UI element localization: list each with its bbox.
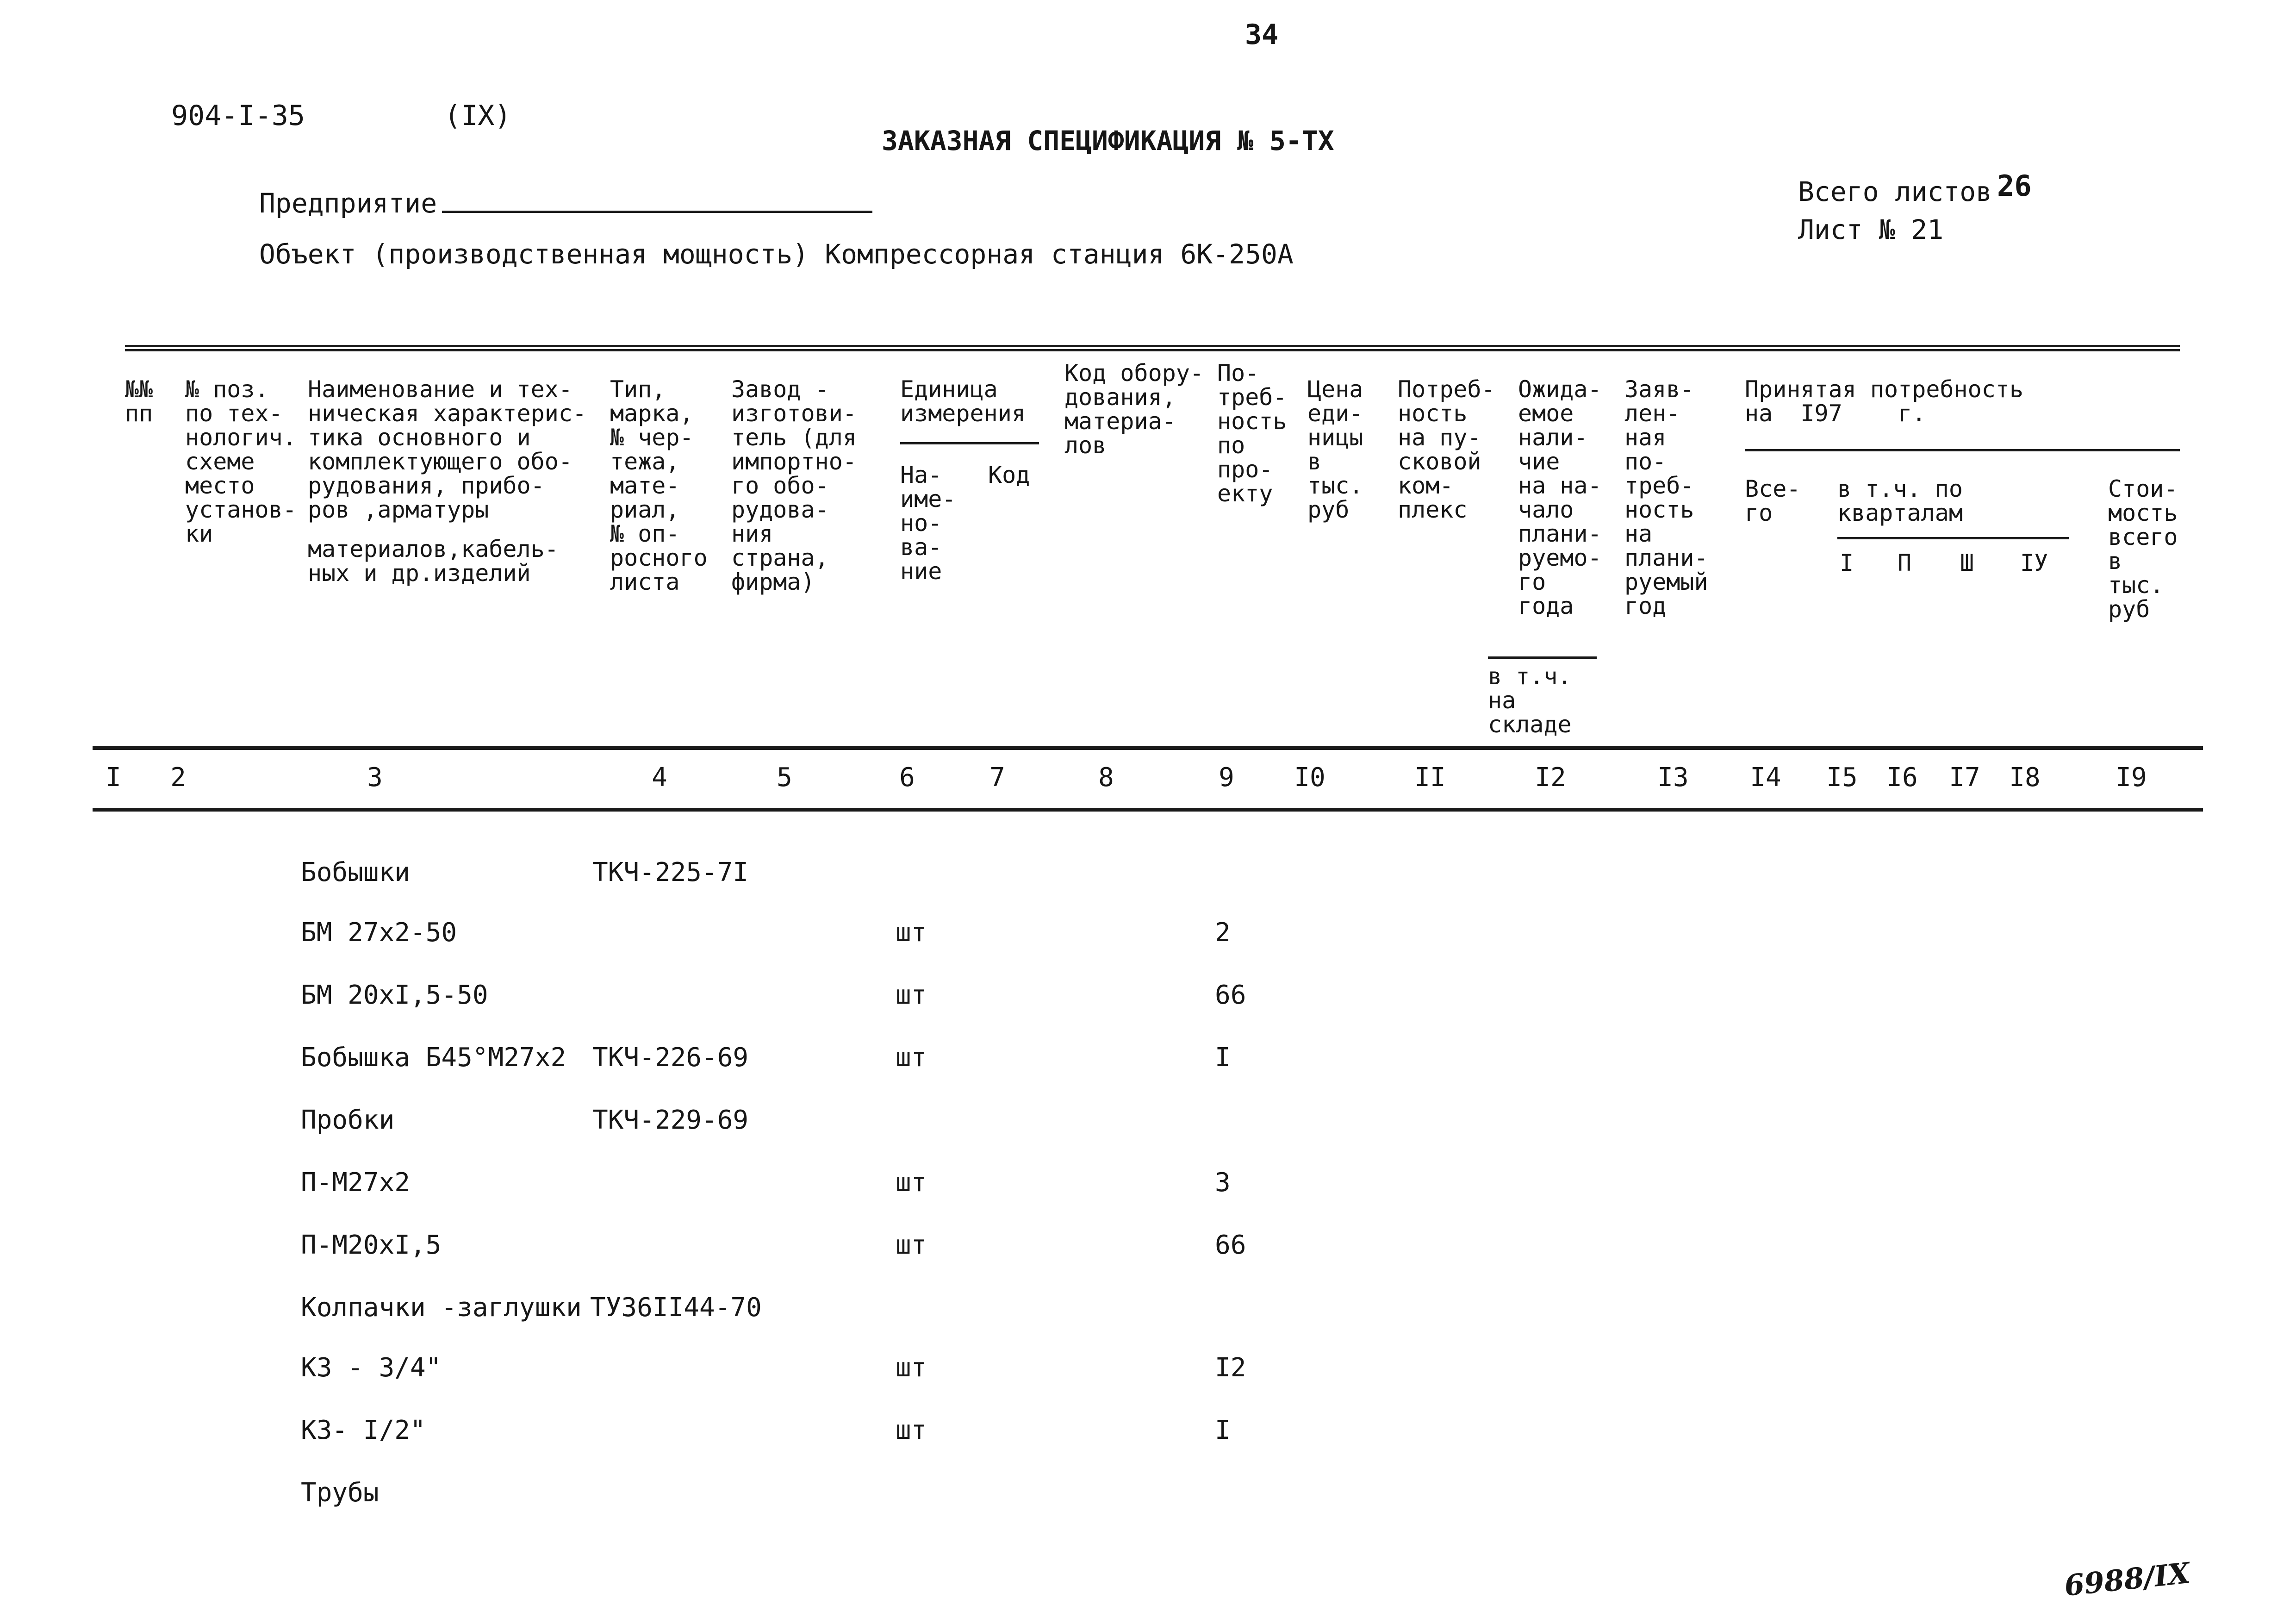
colnum-8: 8 [1098, 762, 1114, 793]
row-1-type: ТКЧ-225-7I [592, 857, 749, 887]
header-bottom-rule [93, 746, 2203, 750]
document-code: 904-I-35 [171, 100, 305, 132]
header-col-12-stock: в т.ч. на складе [1488, 663, 1572, 738]
page-number: 34 [1245, 19, 1279, 51]
row-3-qty: 66 [1215, 980, 1246, 1010]
row-7-unit: шт [896, 1230, 927, 1260]
colnum-4: 4 [652, 762, 667, 793]
quarters-sub-rule [1837, 537, 2069, 539]
row-9-unit: шт [896, 1353, 927, 1383]
unit-sub-rule [900, 442, 1039, 444]
table-top-rule [125, 345, 2180, 351]
row-9-name: КЗ - 3/4" [301, 1353, 442, 1383]
header-col-5: Завод - изготови- тель (для импортно- го обо- рудова- ния страна, фирма) [731, 376, 857, 595]
row-9-qty: I2 [1215, 1353, 1246, 1383]
row-6-name: П-М27х2 [301, 1168, 411, 1198]
row-2-name: БМ 27х2-50 [301, 918, 457, 948]
total-sheets-label: Всего листов [1798, 176, 1992, 207]
header-col-6: На- име- но- ва- ние [900, 462, 956, 585]
row-7-name: П-М20хI,5 [301, 1230, 442, 1260]
header-col-11: Потреб- ность на пу- сковой ком- плекс [1398, 376, 1495, 523]
row-5-name: Пробки [301, 1105, 395, 1135]
row-10-unit: шт [896, 1415, 927, 1445]
row-8-type: ТУ36II44-70 [590, 1293, 762, 1323]
header-quarter-2: П [1898, 550, 1912, 576]
colnum-1: I [106, 762, 121, 793]
row-4-name: Бобышка Б45°М27х2 [301, 1043, 566, 1073]
header-col-12: Ожида- емое нали- чие на на- чало плани- руемо- го года [1518, 376, 1602, 619]
row-11-name: Трубы [301, 1478, 379, 1508]
row-7-qty: 66 [1215, 1230, 1246, 1260]
document-part: (IX) [444, 100, 511, 132]
row-8-name: Колпачки -заглушки [301, 1293, 582, 1323]
colnum-16: I6 [1886, 762, 1918, 793]
row-4-qty: I [1215, 1043, 1231, 1073]
page-title: ЗАКАЗНАЯ СПЕЦИФИКАЦИЯ № 5-ТХ [882, 125, 1334, 156]
colnum-7: 7 [989, 762, 1005, 793]
colnum-6: 6 [899, 762, 915, 793]
header-col-13: Заяв- лен- ная по- треб- ность на плани- руемый год [1624, 376, 1708, 619]
row-3-unit: шт [896, 980, 927, 1010]
total-sheets-value: 26 [1997, 169, 2032, 203]
header-col-19: Стои- мость всего в тыс. руб [2108, 475, 2178, 623]
header-col-14-19: Принятая потребность на I97 г. [1745, 376, 2024, 427]
enterprise-underline [442, 211, 872, 213]
colnum-12: I2 [1535, 762, 1566, 793]
row-10-name: КЗ- I/2" [301, 1415, 426, 1445]
colnum-5: 5 [777, 762, 792, 793]
header-quarter-3: Ш [1960, 550, 1974, 576]
colnum-18: I8 [2009, 762, 2041, 793]
row-2-unit: шт [896, 918, 927, 948]
colnum-13: I3 [1657, 762, 1689, 793]
header-col-15-18: в т.ч. по кварталам [1837, 475, 1963, 526]
accepted-sub-rule [1745, 449, 2180, 451]
row-6-qty: 3 [1215, 1168, 1231, 1198]
colnum-3: 3 [367, 762, 383, 793]
row-4-type: ТКЧ-226-69 [592, 1043, 749, 1073]
row-6-unit: шт [896, 1168, 927, 1198]
row-5-type: ТКЧ-229-69 [592, 1105, 749, 1135]
header-col-10: Цена еди- ницы в тыс. руб [1307, 376, 1363, 523]
header-col-9: По- треб- ность по про- екту [1217, 360, 1287, 507]
header-col-4: Тип, марка, № чер- тежа, мате- риал, № оп- росного листа [610, 376, 708, 595]
header-quarter-1: I [1840, 550, 1854, 576]
col12-sub-rule [1488, 656, 1597, 659]
colnum-2: 2 [170, 762, 186, 793]
colnum-19: I9 [2116, 762, 2147, 793]
header-col-3-materials: материалов,кабель- ных и др.изделий [308, 536, 559, 587]
header-col-14: Все- го [1745, 475, 1801, 526]
colnum-15: I5 [1826, 762, 1858, 793]
object-line: Объект (производственная мощность) Компрессорная станция 6К-250А [259, 238, 1294, 270]
row-3-name: БМ 20хI,5-50 [301, 980, 488, 1010]
colnum-bottom-rule [93, 808, 2203, 812]
header-quarter-4: IУ [2020, 550, 2048, 576]
header-col-7: Код [988, 462, 1030, 488]
colnum-14: I4 [1750, 762, 1781, 793]
row-1-name: Бобышки [301, 857, 411, 887]
colnum-11: II [1414, 762, 1446, 793]
row-4-unit: шт [896, 1043, 927, 1073]
colnum-9: 9 [1219, 762, 1234, 793]
enterprise-label: Предприятие [259, 187, 437, 219]
colnum-10: I0 [1294, 762, 1325, 793]
header-col-2: № поз. по тех- нологич. схеме место установ- ки [185, 376, 297, 547]
header-col-6-7: Единица измерения [900, 376, 1026, 427]
header-col-1: №№ пп [125, 376, 153, 427]
colnum-17: I7 [1949, 762, 1980, 793]
header-col-8: Код обору- дования, материа- лов [1064, 360, 1204, 459]
header-col-3: Наименование и тех- ническая характерис- тика основного и комплектующего обо- рудования, прибо- ров ,арматуры [308, 376, 587, 523]
archive-stamp: 6988/IX [2062, 1555, 2192, 1603]
row-2-qty: 2 [1215, 918, 1231, 948]
sheet-number: Лист № 21 [1798, 214, 1944, 245]
row-10-qty: I [1215, 1415, 1231, 1445]
